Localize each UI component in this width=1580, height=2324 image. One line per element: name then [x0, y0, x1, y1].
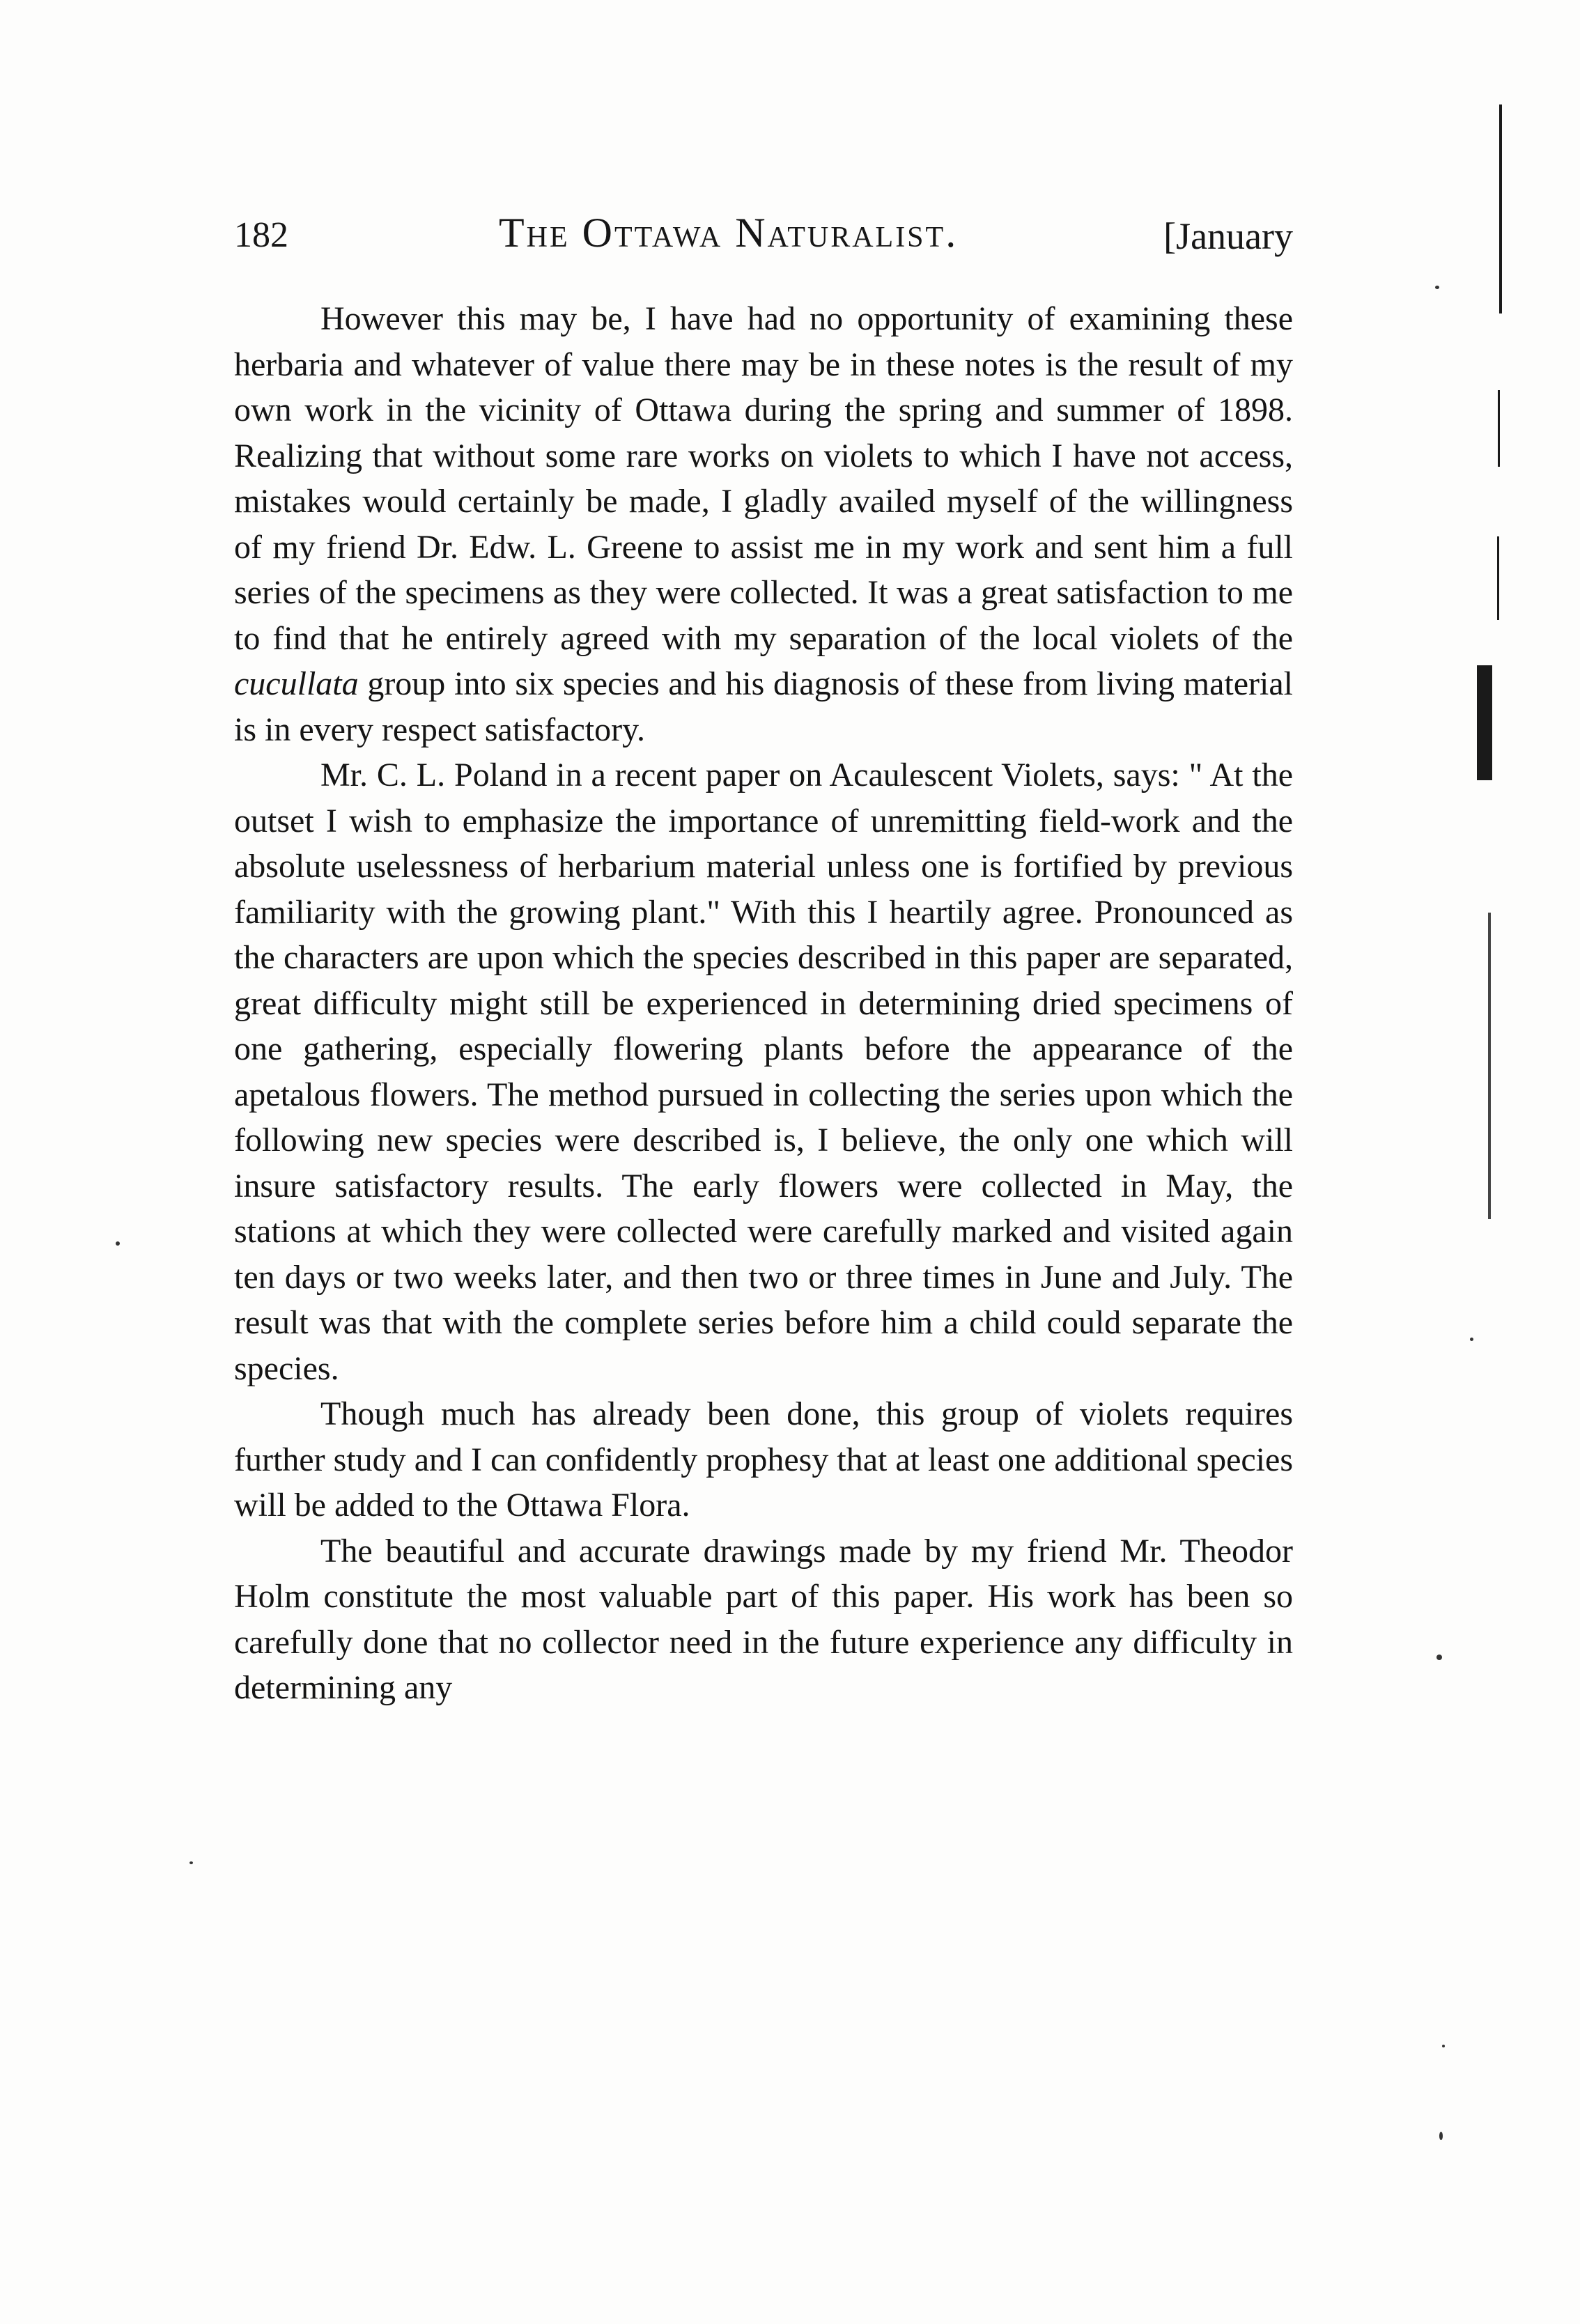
running-title: The Ottawa Naturalist.: [499, 210, 959, 256]
scan-edge-bar: [1477, 665, 1492, 780]
paragraph-4: The beautiful and accurate drawings made by my friend Mr. Theodor Holm constitute the most valuable part of this paper. His work has been so carefully done that no collector need in the future experience any difficulty in determining any: [234, 1532, 1293, 1706]
paragraph-1: However this may be, I have had no opportunity of examining these herbaria and whatever of value there may be in these notes is the result of my own work in the vicinity of Ottawa during the spring and summer of 1898. Realizing that without some rare works on violets to which I have not access, mistakes would certainly be made, I gladly availed myself of the willingness of my friend Dr. Edw. L. Greene to assist me in my work and sent him a full series of the specimens as they were collected. It was a great satisfaction to me to find that he entirely agreed with my separation of the local violets of the cucullata group into six species and his diagnosis of these from living material is in every respect satisfactory.: [234, 300, 1293, 748]
scan-speck-3: [1435, 286, 1439, 289]
paragraph-2: Mr. C. L. Poland in a recent paper on Acaulescent Violets, says: " At the outset I wish to emphasize the importance of unremitting field-work and the absolute uselessness of herbarium material unless one is fortified by previous familiarity with the growing plant." With this I heartily agree. Pronounced as the characters are upon which the species described in this paper are separated, great difficulty might still be experienced in determining dried specimens of one gathering, especially flowering plants before the appearance of the apetalous flowers. The method pursued in collecting the series upon which the following new species were described is, I believe, the only one which will insure satisfactory results. The early flowers were collected in May, the stations at which they were collected were carefully marked and visited again ten days or two weeks later, and then two or three times in June and July. The result was that with the complete series before him a child could separate the species.: [234, 757, 1293, 1387]
scan-speck-4: [1470, 1338, 1473, 1341]
scan-edge-line-mid: [1498, 390, 1500, 467]
italic-term: cucullata: [234, 665, 359, 702]
issue-month: [January: [1163, 215, 1293, 257]
scan-edge-line-2: [1497, 536, 1499, 620]
scan-speck-1: [116, 1241, 120, 1246]
scan-edge-line-top: [1499, 104, 1502, 313]
running-header: [234, 209, 1293, 272]
scan-speck-7: [1439, 2132, 1443, 2140]
scan-speck-6: [1442, 2045, 1445, 2047]
paragraph-3: Though much has already been done, this group of violets requires further study and I can confidently prophesy that at least one additional species will be added to the Ottawa Flora.: [234, 1395, 1293, 1524]
article-body: [234, 296, 1293, 1711]
scan-speck-5: [1436, 1655, 1442, 1660]
scan-speck-2: [189, 1861, 193, 1864]
page-number: 182: [234, 215, 288, 255]
scan-edge-line-3: [1488, 913, 1491, 1219]
